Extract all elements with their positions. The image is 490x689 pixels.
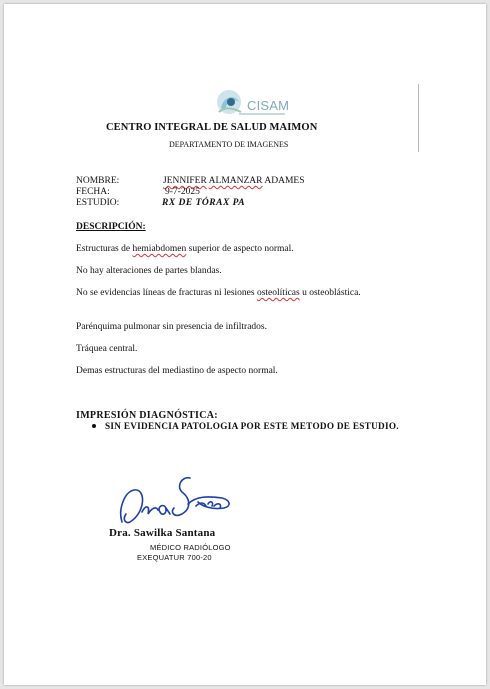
logo-mark-icon	[209, 88, 249, 120]
document-page	[4, 4, 486, 685]
finding-3-text-c: u osteoblástica.	[299, 288, 361, 298]
patient-name-last: ADAMES	[264, 176, 305, 186]
name-label: NOMBRE:	[76, 176, 120, 186]
patient-name-middle: ALMANZAR	[208, 176, 263, 186]
exam-date: 9-7-2025	[165, 187, 200, 197]
finding-paragraph-3	[76, 288, 376, 299]
logo-text: CISAM	[247, 98, 290, 113]
logo-tagline-bar	[239, 113, 285, 115]
patient-name	[163, 176, 305, 186]
finding-1-text-a: Estructuras de	[76, 244, 133, 254]
doctor-exequatur: EXEQUATUR 700-20	[137, 553, 212, 562]
finding-1-text-c: superior de aspecto normal.	[186, 244, 294, 254]
finding-1-text-b: hemiabdomen	[132, 244, 187, 254]
finding-paragraph-6: Demas estructuras del mediastino de aspecto normal.	[76, 366, 278, 376]
study-label: ESTUDIO:	[76, 198, 120, 208]
patient-name-first: JENNIFER	[163, 176, 207, 186]
finding-paragraph-5: Tráquea central.	[76, 344, 138, 354]
study-name: RX DE TÓRAX PA	[162, 198, 246, 208]
bullet-icon	[92, 424, 96, 428]
doctor-role: MÉDICO RADIÓLOGO	[150, 543, 231, 552]
doctor-name: Dra. Sawilka Santana	[109, 527, 216, 539]
finding-paragraph-2: No hay alteraciones de partes blandas.	[76, 266, 222, 276]
finding-3-text-a: No se evidencias líneas de fracturas ni lesiones	[76, 288, 257, 298]
impression-heading: IMPRESIÓN DIAGNÓSTICA:	[76, 410, 218, 421]
impression-item-text: SIN EVIDENCIA PATOLOGIA POR ESTE METODO DE ESTUDIO.	[105, 421, 399, 431]
impression-list-item	[92, 421, 399, 431]
institution-title: CENTRO INTEGRAL DE SALUD MAIMON	[106, 122, 318, 133]
margin-guide	[418, 84, 419, 152]
description-heading: DESCRIPCIÓN:	[76, 222, 146, 232]
finding-3-text-b: osteolíticas	[256, 288, 300, 298]
finding-paragraph-4: Parénquima pulmonar sin presencia de infiltrados.	[76, 322, 268, 332]
department-subtitle: DEPARTAMENTO DE IMAGENES	[169, 140, 289, 149]
handwritten-signature	[112, 472, 242, 532]
cisam-logo	[209, 88, 289, 120]
date-label: FECHA:	[76, 187, 110, 197]
finding-paragraph-1	[76, 244, 376, 255]
